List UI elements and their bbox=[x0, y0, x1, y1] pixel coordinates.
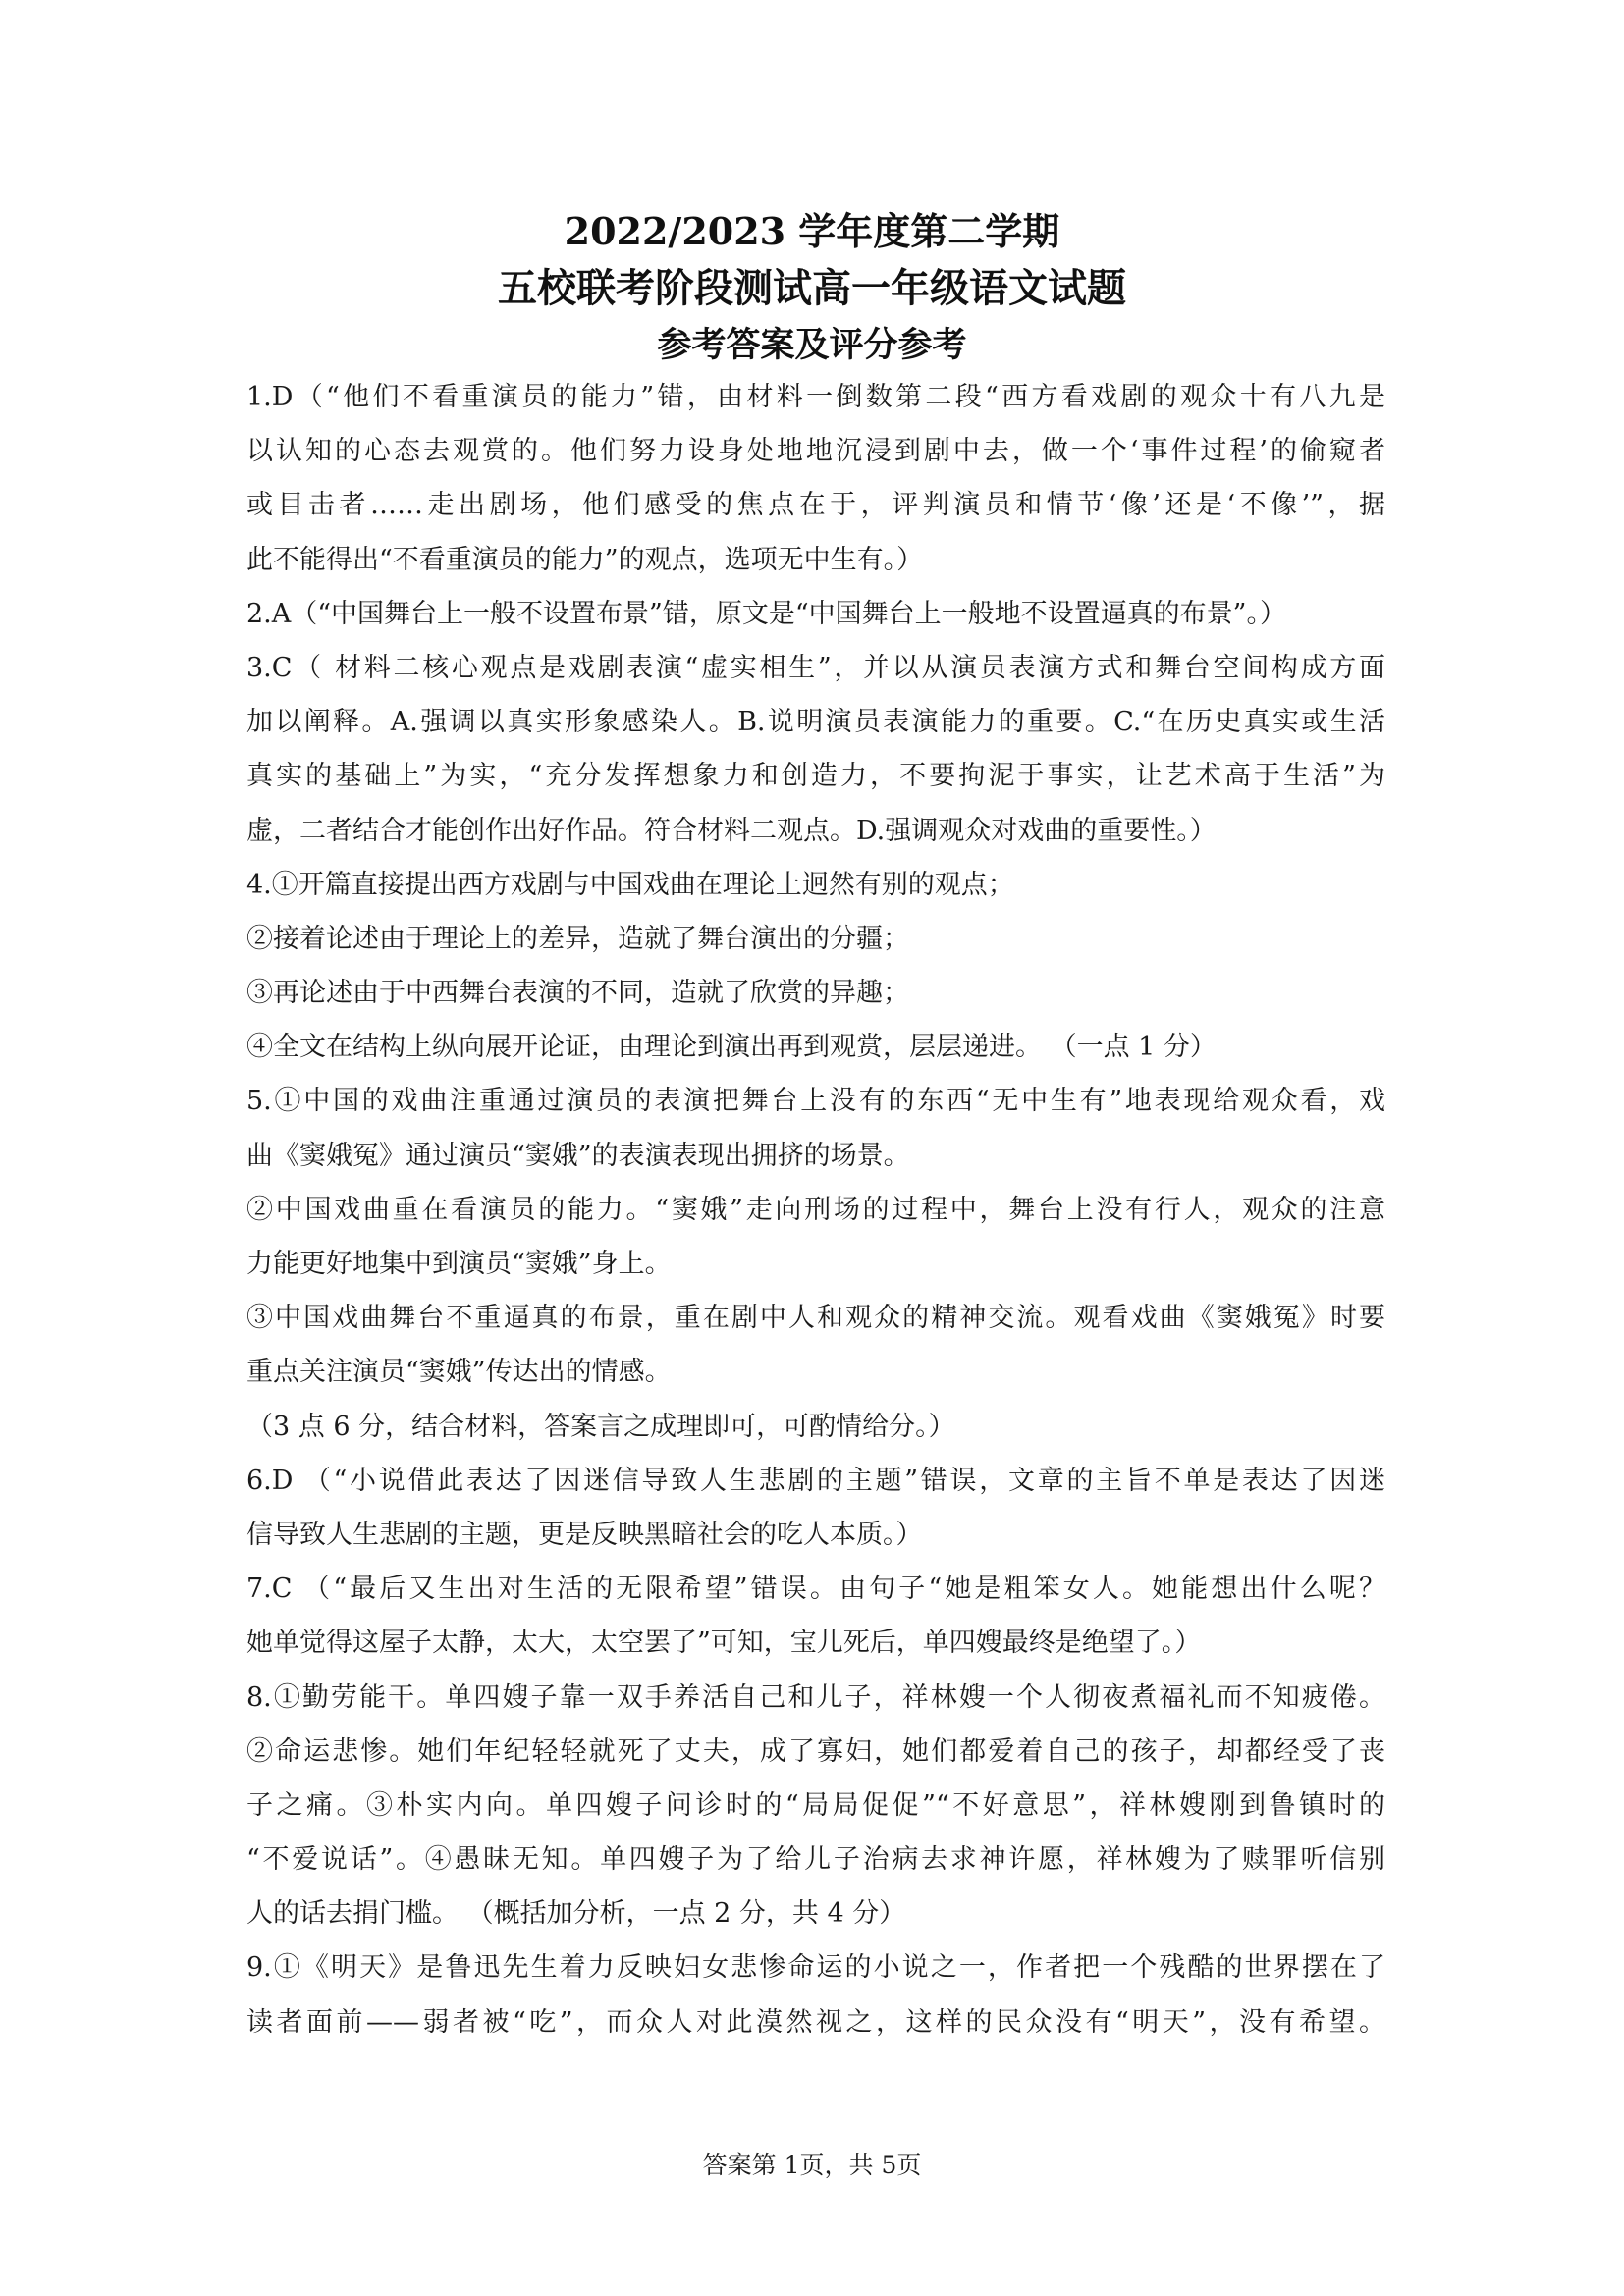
title-block bbox=[0, 204, 1624, 373]
text-line: 7.C （“最后又生出对生活的无限希望”错误。由句子“她是粗笨女人。她能想出什么呢？ bbox=[246, 1574, 1385, 1605]
text-line: 力能更好地集中到演员“窦娥”身上。 bbox=[246, 1249, 672, 1279]
title-answers: 参考答案及评分参考 bbox=[657, 325, 967, 365]
text-line: “不爱说话”。④愚昧无知。单四嫂子为了给儿子治病去求神许愿，祥林嫂为了赎罪听信别 bbox=[246, 1844, 1385, 1876]
answer-body bbox=[246, 370, 1385, 2050]
text-line: 真实的基础上”为实，“充分发挥想象力和创造力，不要拘泥于事实，让艺术高于生活”为 bbox=[246, 761, 1385, 792]
text-line: 重点关注演员“窦娥”传达出的情感。 bbox=[246, 1357, 672, 1388]
text-line: 或目击者……走出剧场，他们感受的焦点在于，评判演员和情节‘像’还是‘不像’”，据 bbox=[246, 490, 1385, 521]
text-line: 8.①勤劳能干。单四嫂子靠一双手养活自己和儿子，祥林嫂一个人彻夜煮福礼而不知疲倦。 bbox=[246, 1682, 1385, 1713]
text-line: 子之痛。③朴实内向。单四嫂子问诊时的“局局促促”“不好意思”，祥林嫂刚到鲁镇时的 bbox=[246, 1789, 1385, 1821]
text-line: 3.C（ 材料二核心观点是戏剧表演“虚实相生”，并以从演员表演方式和舞台空间构成方面 bbox=[246, 652, 1385, 683]
page-footer: 答案第 1页，共 5页 bbox=[702, 2151, 922, 2179]
title-term: 2022/2023 学年度第二学期 bbox=[564, 209, 1060, 253]
text-line: 4.①开篇直接提出西方戏剧与中国戏曲在理论上迥然有别的观点； bbox=[246, 869, 1014, 900]
text-line: 以认知的心态去观赏的。他们努力设身处地地沉浸到剧中去，做一个‘事件过程’的偷窥者 bbox=[246, 436, 1385, 467]
text-line: 加以阐释。A.强调以真实形象感染人。B.说明演员表演能力的重要。C.“在历史真实或生活 bbox=[246, 707, 1385, 738]
text-line: 曲《窦娥冤》通过演员“窦娥”的表演表现出拥挤的场景。 bbox=[246, 1140, 910, 1171]
text-line: 信导致人生悲剧的主题，更是反映黑暗社会的吃人本质。） bbox=[246, 1519, 923, 1550]
text-line: ②中国戏曲重在看演员的能力。“窦娥”走向刑场的过程中，舞台上没有行人，观众的注意 bbox=[246, 1194, 1385, 1225]
text-line: ③再论述由于中西舞台表演的不同，造就了欣赏的异趣； bbox=[246, 978, 909, 1009]
text-line: 读者面前——弱者被“吃”，而众人对此漠然视之，这样的民众没有“明天”，没有希望。 bbox=[246, 2006, 1385, 2038]
text-line: ②命运悲惨。她们年纪轻轻就死了丈夫，成了寡妇，她们都爱着自己的孩子，却都经受了丧 bbox=[246, 1735, 1385, 1767]
text-line: 6.D （“小说借此表达了因迷信导致人生悲剧的主题”错误，文章的主旨不单是表达了因迷 bbox=[246, 1465, 1385, 1496]
text-line: ④全文在结构上纵向展开论证，由理论到演出再到观赏，层层递进。 （一点 1 分） bbox=[246, 1032, 1217, 1063]
title-exam: 五校联考阶段测试高一年级语文试题 bbox=[498, 265, 1126, 311]
text-line: 此不能得出“不看重演员的能力”的观点，选项无中生有。） bbox=[246, 544, 924, 575]
text-line: ②接着论述由于理论上的差异，造就了舞台演出的分疆； bbox=[246, 923, 909, 954]
text-line: 9.①《明天》是鲁迅先生着力反映妇女悲惨命运的小说之一，作者把一个残酷的世界摆在了 bbox=[246, 1952, 1385, 1984]
text-line: 2.A（“中国舞台上一般不设置布景”错，原文是“中国舞台上一般地不设置逼真的布景”。） bbox=[246, 598, 1286, 629]
text-line: （3 点 6 分，结合材料，答案言之成理即可，可酌情给分。） bbox=[246, 1411, 955, 1442]
text-line: ③中国戏曲舞台不重逼真的布景，重在剧中人和观众的精神交流。观看戏曲《窦娥冤》时要 bbox=[246, 1303, 1385, 1334]
text-line: 5.①中国的戏曲注重通过演员的表演把舞台上没有的东西“无中生有”地表现给观众看，戏 bbox=[246, 1086, 1385, 1117]
text-line: 虚，二者结合才能创作出好作品。符合材料二观点。D.强调观众对戏曲的重要性。） bbox=[246, 815, 1217, 846]
text-line: 1.D（“他们不看重演员的能力”错，由材料一倒数第二段“西方看戏剧的观众十有八九是 bbox=[246, 382, 1385, 412]
text-line: 人的话去捐门槛。 （概括加分析，一点 2 分，共 4 分） bbox=[246, 1898, 906, 1930]
text-line: 她单觉得这屋子太静，太大，太空罢了”可知，宝儿死后，单四嫂最终是绝望了。） bbox=[246, 1628, 1202, 1659]
